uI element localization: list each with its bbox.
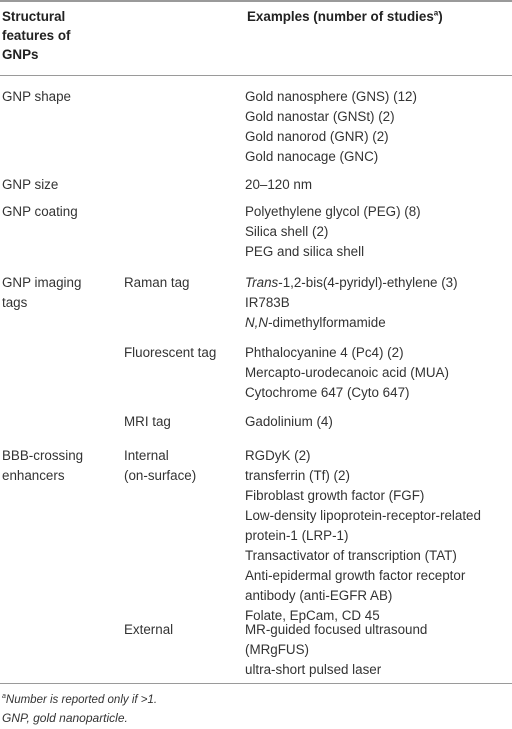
- column-header-features: [2, 7, 122, 64]
- table-top-rule: [0, 0, 512, 2]
- examples-fluorescent-tag: [245, 343, 449, 403]
- feature-size: GNP size: [2, 177, 59, 192]
- subfeature-raman-tag: Raman tag: [124, 275, 190, 290]
- example-item: Mercapto-urodecanoic acid (MUA): [245, 365, 449, 380]
- subfeature-fluorescent-tag: Fluorescent tag: [124, 345, 217, 360]
- examples-coating: [245, 202, 421, 262]
- example-item: Gold nanocage (GNC): [245, 149, 379, 164]
- header-line: GNPs: [2, 47, 39, 62]
- header-line: features of: [2, 28, 71, 43]
- example-item: Gold nanostar (GNSt) (2): [245, 109, 395, 124]
- example-item: Gold nanosphere (GNS) (12): [245, 89, 417, 104]
- example-item: Gold nanorod (GNR) (2): [245, 129, 389, 144]
- example-item: MR-guided focused ultrasound: [245, 622, 428, 637]
- feature-imaging-tags: [2, 273, 81, 313]
- example-item: 20–120 nm: [245, 177, 313, 192]
- subfeature-internal: [124, 446, 196, 486]
- example-item: IR783B: [245, 295, 290, 310]
- footnote-marker: a: [433, 8, 439, 18]
- example-item: (MRgFUS): [245, 642, 309, 657]
- example-item: Gadolinium (4): [245, 414, 333, 429]
- example-item: Phthalocyanine 4 (Pc4) (2): [245, 345, 404, 360]
- example-item: Transactivator of transcription (TAT): [245, 548, 457, 563]
- example-item: Cytochrome 647 (Cyto 647): [245, 385, 410, 400]
- example-item: antibody (anti-EGFR AB): [245, 588, 393, 603]
- example-item: protein-1 (LRP-1): [245, 528, 349, 543]
- footnote-abbreviation: GNP, gold nanoparticle.: [2, 711, 128, 725]
- example-item: PEG and silica shell: [245, 244, 365, 259]
- examples-internal: [245, 446, 481, 626]
- header-rule: [0, 75, 512, 76]
- example-item: [245, 313, 458, 333]
- feature-line: tags: [2, 295, 28, 310]
- examples-mri-tag: [245, 412, 333, 432]
- example-item: Folate, EpCam, CD 45: [245, 608, 380, 623]
- example-item: [245, 273, 458, 293]
- header-close: ): [438, 9, 443, 24]
- feature-shape: GNP shape: [2, 89, 71, 104]
- subfeature-line: Internal: [124, 448, 169, 463]
- footnote-text: Number is reported only if >1.: [5, 694, 158, 706]
- examples-raman-tag: [245, 273, 458, 333]
- subfeature-line: (on-surface): [124, 468, 197, 483]
- subfeature-external: External: [124, 622, 174, 637]
- example-item: Silica shell (2): [245, 224, 329, 239]
- feature-line: enhancers: [2, 468, 65, 483]
- column-header-examples: [247, 7, 443, 26]
- example-item: Polyethylene glycol (PEG) (8): [245, 204, 421, 219]
- feature-coating: GNP coating: [2, 204, 78, 219]
- footnote-a: [2, 690, 157, 710]
- header-line: Structural: [2, 9, 66, 24]
- footnote-marker: a: [2, 693, 6, 701]
- examples-external: [245, 620, 427, 680]
- example-rest: -1,2-bis(4-pyridyl)-ethylene (3): [278, 275, 458, 290]
- feature-bbb-enhancers: [2, 446, 83, 486]
- italic-prefix: Trans: [245, 275, 279, 290]
- italic-prefix: N,N: [245, 315, 269, 330]
- examples-size: [245, 175, 312, 195]
- example-item: ultra-short pulsed laser: [245, 662, 382, 677]
- examples-shape: [245, 87, 417, 167]
- example-rest: -dimethylformamide: [268, 315, 386, 330]
- table-bottom-rule: [0, 683, 512, 684]
- feature-line: GNP imaging: [2, 275, 82, 290]
- example-item: Anti-epidermal growth factor receptor: [245, 568, 466, 583]
- feature-line: BBB-crossing: [2, 448, 84, 463]
- example-item: Low-density lipoprotein-receptor-related: [245, 508, 481, 523]
- example-item: transferrin (Tf) (2): [245, 468, 350, 483]
- subfeature-mri-tag: MRI tag: [124, 414, 171, 429]
- example-item: RGDyK (2): [245, 448, 311, 463]
- example-item: Fibroblast growth factor (FGF): [245, 488, 425, 503]
- header-text: Examples (number of studies: [247, 9, 434, 24]
